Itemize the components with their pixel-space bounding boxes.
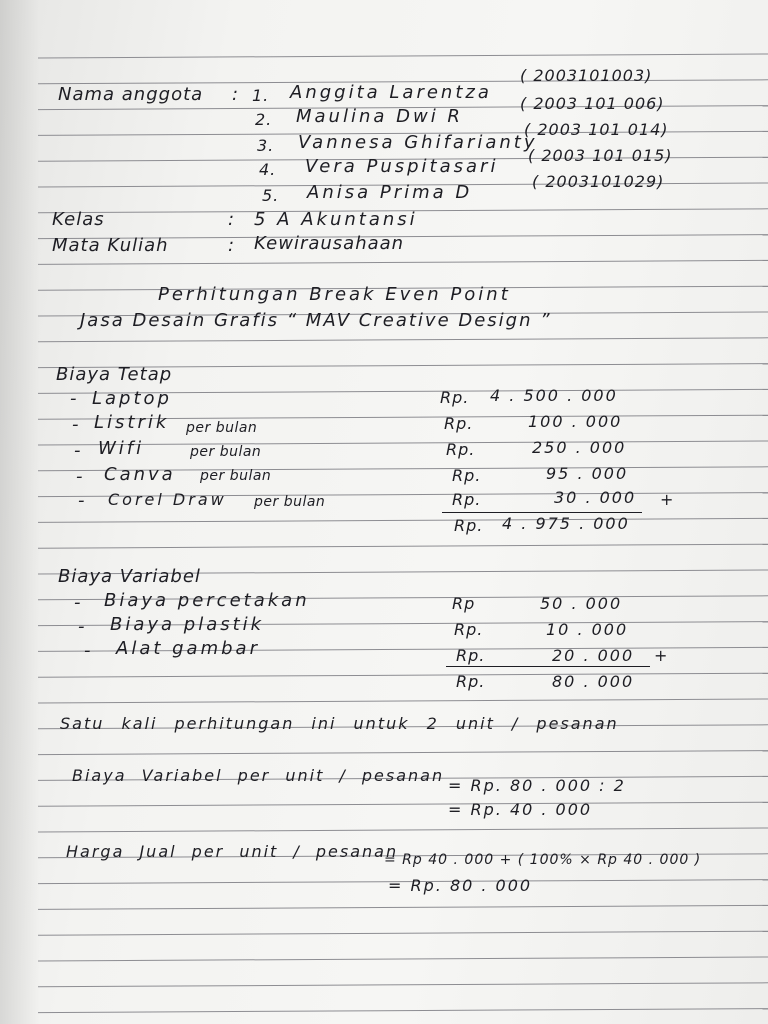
ruled-line [38, 802, 768, 806]
ruled-line [38, 338, 768, 342]
variable-cost-per-unit-result: = Rp. 40 . 000 [448, 800, 593, 819]
sum-underline [446, 666, 650, 667]
member-nim: ( 2003101003) [520, 66, 653, 85]
ruled-line [38, 828, 768, 832]
variable-cost-label: Biaya percetakan [104, 590, 310, 611]
ruled-line [38, 983, 768, 987]
rp-prefix: Rp. [446, 440, 476, 459]
member-nim: ( 2003 101 014) [524, 120, 669, 139]
selling-price-calc: = Rp 40 . 000 + ( 100% × Rp 40 . 000 ) [384, 852, 702, 868]
ruled-line [38, 931, 768, 935]
fixed-cost-label: Laptop [92, 388, 172, 409]
fixed-cost-amount: 4 . 500 . 000 [490, 386, 618, 405]
mata-kuliah-value: Kewirausahaan [254, 233, 405, 254]
ruled-line [38, 673, 768, 677]
ruled-line [38, 441, 768, 445]
ruled-line [38, 260, 768, 264]
variable-cost-amount: 50 . 000 [540, 594, 623, 613]
ruled-line [38, 544, 768, 548]
biaya-variabel-heading: Biaya Variabel [58, 566, 201, 587]
member-nim: ( 2003101029) [532, 172, 665, 191]
variable-cost-label: Biaya plastik [110, 614, 265, 635]
variable-cost-total: 80 . 000 [552, 672, 635, 691]
mata-kuliah-label: Mata Kuliah [52, 235, 169, 256]
fixed-cost-note: per bulan [200, 468, 272, 484]
fixed-cost-total: 4 . 975 . 000 [502, 514, 630, 533]
ruled-line [38, 54, 768, 58]
nama-separator: : [232, 84, 240, 105]
rp-prefix: Rp. [456, 672, 486, 691]
member-no: 4. [259, 160, 277, 179]
nama-anggota-label: Nama anggota [58, 84, 204, 105]
fixed-cost-label: Wifi [98, 438, 145, 459]
member-name: Anggita Larentza [290, 82, 492, 103]
title-line-2: Jasa Desain Grafis “ MAV Creative Design ” [80, 310, 552, 331]
member-no: 2. [255, 110, 273, 129]
rp-prefix: Rp. [444, 414, 474, 433]
fixed-cost-note: per bulan [186, 420, 258, 436]
ruled-line [38, 957, 768, 961]
units-per-calculation-note: Satu kali perhitungan ini untuk 2 unit / pesanan [60, 714, 619, 733]
fixed-cost-label: Listrik [94, 412, 170, 433]
rp-prefix: Rp [452, 594, 476, 613]
member-no: 3. [257, 136, 275, 155]
kelas-separator: : [228, 209, 236, 230]
kelas-label: Kelas [52, 209, 105, 230]
rp-prefix: Rp. [454, 516, 484, 535]
list-dash: - [78, 490, 86, 511]
member-no: 1. [252, 86, 270, 105]
sum-plus-sign: + [660, 490, 675, 509]
member-name: Vera Puspitasari [305, 156, 499, 177]
selling-price-label: Harga Jual per unit / pesanan [66, 842, 399, 861]
mata-kuliah-separator: : [228, 235, 236, 256]
sum-underline [442, 512, 642, 513]
sum-plus-sign: + [654, 646, 669, 665]
fixed-cost-note: per bulan [254, 494, 326, 510]
variable-cost-amount: 10 . 000 [546, 620, 629, 639]
list-dash: - [78, 616, 86, 637]
fixed-cost-amount: 250 . 000 [532, 438, 627, 457]
variable-cost-per-unit-label: Biaya Variabel per unit / pesanan [72, 766, 445, 785]
member-name: Anisa Prima D [307, 182, 473, 203]
fixed-cost-amount: 30 . 000 [554, 488, 637, 507]
rp-prefix: Rp. [440, 388, 470, 407]
rp-prefix: Rp. [456, 646, 486, 665]
fixed-cost-label: Canva [104, 464, 176, 485]
ruled-line [38, 518, 768, 522]
fixed-cost-label: Corel Draw [108, 490, 227, 509]
selling-price-result: = Rp. 80 . 000 [388, 876, 533, 895]
variable-cost-label: Alat gambar [116, 638, 260, 659]
rp-prefix: Rp. [452, 490, 482, 509]
ruled-line [38, 699, 768, 703]
ruled-line [38, 905, 768, 909]
ruled-line [38, 1009, 768, 1013]
list-dash: - [70, 388, 78, 409]
list-dash: - [84, 640, 92, 661]
variable-cost-amount: 20 . 000 [552, 646, 635, 665]
fixed-cost-amount: 95 . 000 [546, 464, 629, 483]
rp-prefix: Rp. [452, 466, 482, 485]
member-name: Maulina Dwi R [296, 106, 463, 127]
title-line-1: Perhitungan Break Even Point [158, 284, 511, 305]
ruled-line [38, 751, 768, 755]
member-name: Vannesa Ghifarianty [298, 132, 538, 153]
fixed-cost-amount: 100 . 000 [528, 412, 623, 431]
rp-prefix: Rp. [454, 620, 484, 639]
kelas-value: 5 A Akuntansi [254, 209, 418, 230]
list-dash: - [76, 466, 84, 487]
list-dash: - [72, 414, 80, 435]
member-nim: ( 2003 101 015) [528, 146, 673, 165]
member-no: 5. [262, 186, 280, 205]
member-nim: ( 2003 101 006) [520, 94, 665, 113]
biaya-tetap-heading: Biaya Tetap [56, 364, 173, 385]
variable-cost-per-unit-calc: = Rp. 80 . 000 : 2 [448, 776, 626, 795]
list-dash: - [74, 440, 82, 461]
fixed-cost-note: per bulan [190, 444, 262, 460]
list-dash: - [74, 592, 82, 613]
